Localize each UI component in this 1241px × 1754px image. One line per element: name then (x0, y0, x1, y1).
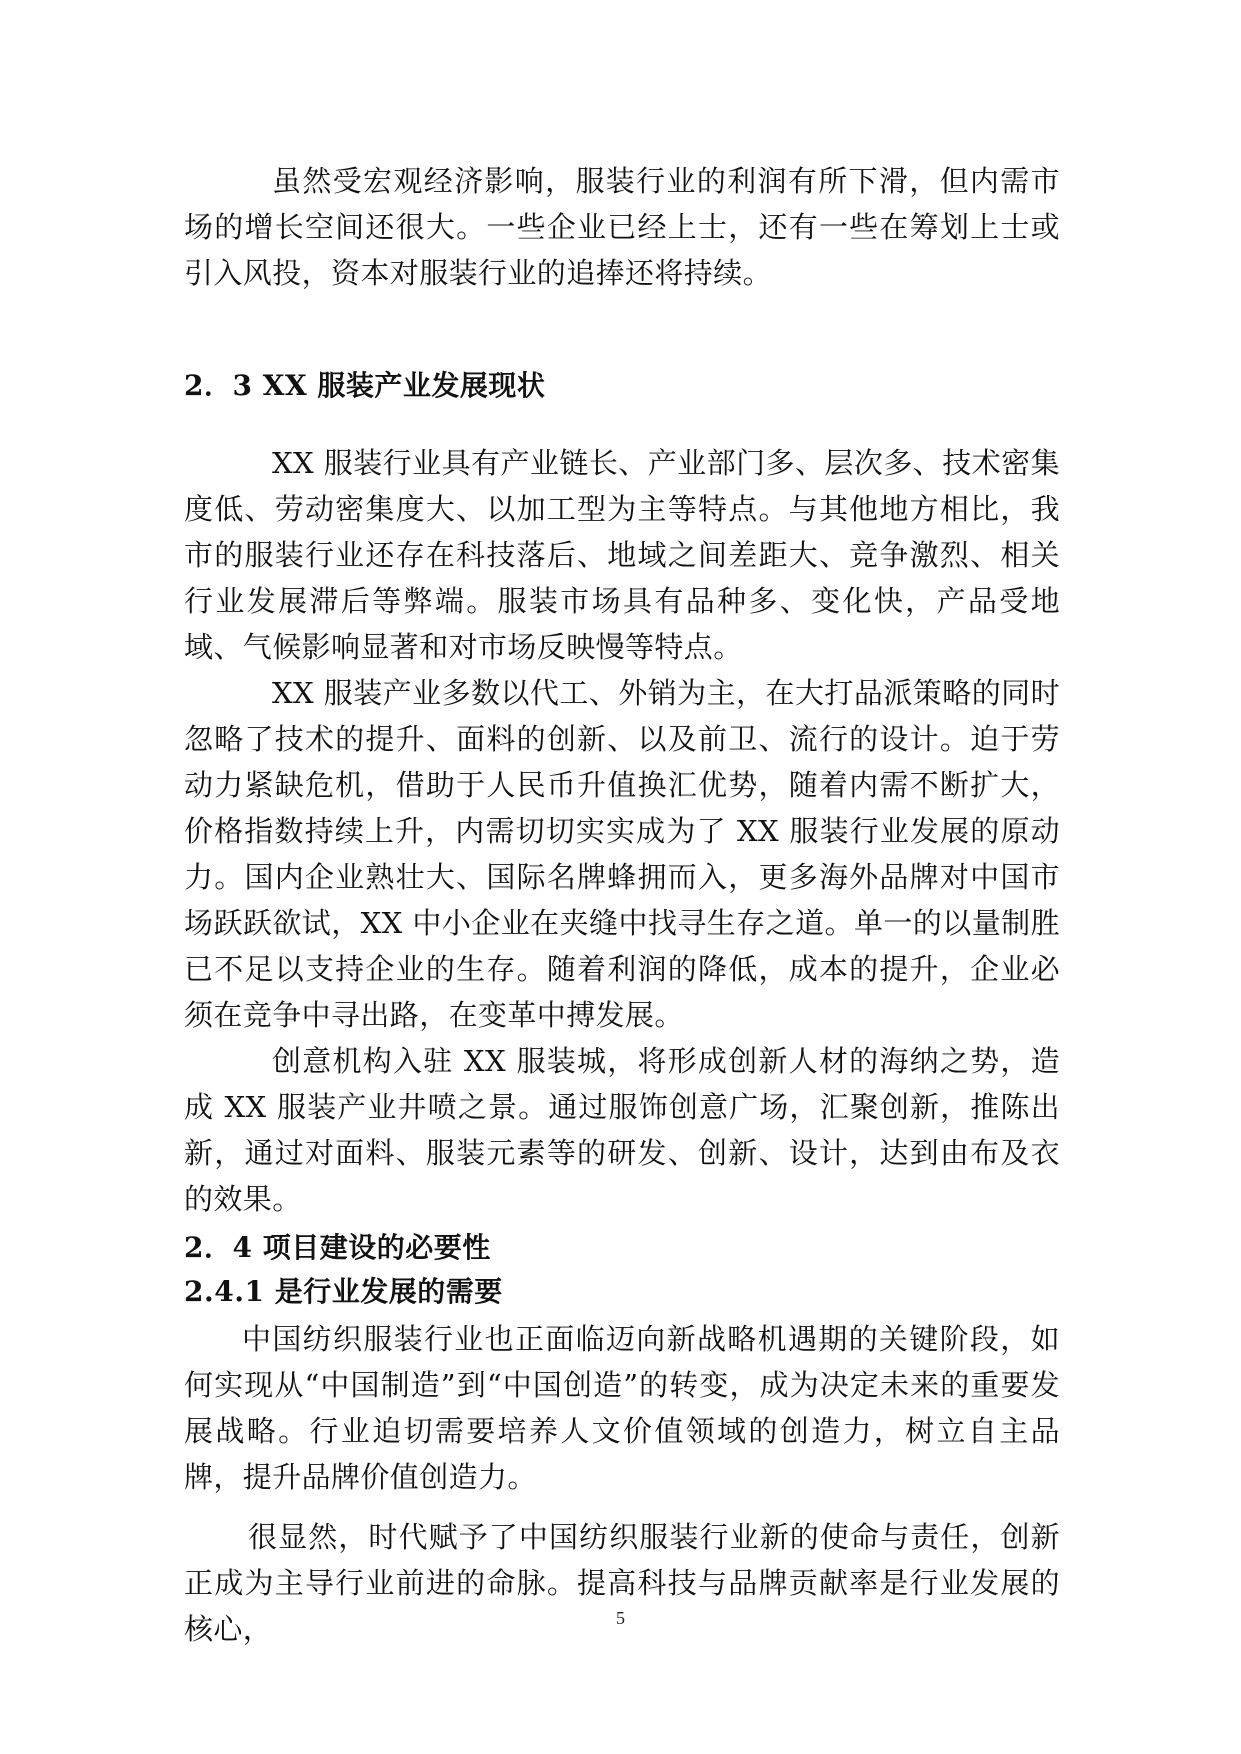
subsection-heading-2-4-1: 2.4.1 是行业发展的需要 (184, 1275, 503, 1308)
section-heading-2-4: 2．4 项目建设的必要性 (184, 1231, 491, 1264)
paragraph-capital-market: 虽然受宏观经济影响，服装行业的利润有所下滑，但内需市场的增长空间还很大。一些企业已经上士，还有一些在筹划上士或引入风投，资本对服装行业的追捧还将持续。 (184, 164, 1060, 290)
page-number: 5 (616, 1608, 625, 1628)
section-heading-2-3: 2．3 XX 服装产业发展现状 (184, 369, 546, 402)
paragraph-industry-status: XX 服装产业多数以代工、外销为主，在大打品派策略的同时忽略了技术的提升、面料的创新、以及前卫、流行的设计。迫于劳动力紧缺危机，借助于人民币升值换汇优势，随着内需不断扩大，价格指数持续上升，内需切切实实成为了 XX 服装行业发展的原动力。国内企业熟壮大、国际名牌蜂拥而入，更多海外品牌对中国市场跃跃欲试，XX 中小企业在夹缝中找寻生存之道。单一的以量制胜已不足以支持企业的生存。随着利润的降低，成本的提升，企业必须在竞争中寻出路，在变革中搏发展。 (184, 676, 1060, 1032)
paragraph-industry-need: 中国纺织服装行业也正面临迈向新战略机遇期的关键阶段，如何实现从“中国制造”到“中国创造”的转变，成为决定未来的重要发展战略。行业迫切需要培养人文价值领域的创造力，树立自主品牌，提升品牌价值创造力。 (184, 1322, 1060, 1494)
paragraph-creative-agencies: 创意机构入驻 XX 服装城，将形成创新人材的海纳之势，造成 XX 服装产业井喷之景。通过服饰创意广场，汇聚创新，推陈出新，通过对面料、服装元素等的研发、创新、设计，达到由布及衣的效果。 (184, 1044, 1060, 1216)
paragraph-industry-features: XX 服装行业具有产业链长、产业部门多、层次多、技术密集度低、劳动密集度大、以加工型为主等特点。与其他地方相比，我市的服装行业还存在科技落后、地域之间差距大、竞争激烈、相关行业发展滞后等弊端。服装市场具有品种多、变化快，产品受地域、气候影响显著和对市场反映慢等特点。 (184, 446, 1060, 664)
paragraph-innovation-mission: 很显然，时代赋予了中国纺织服装行业新的使命与责任，创新正成为主导行业前进的命脉。提高科技与品牌贡献率是行业发展的核心， (184, 1520, 1060, 1646)
page-body (184, 158, 1060, 1652)
